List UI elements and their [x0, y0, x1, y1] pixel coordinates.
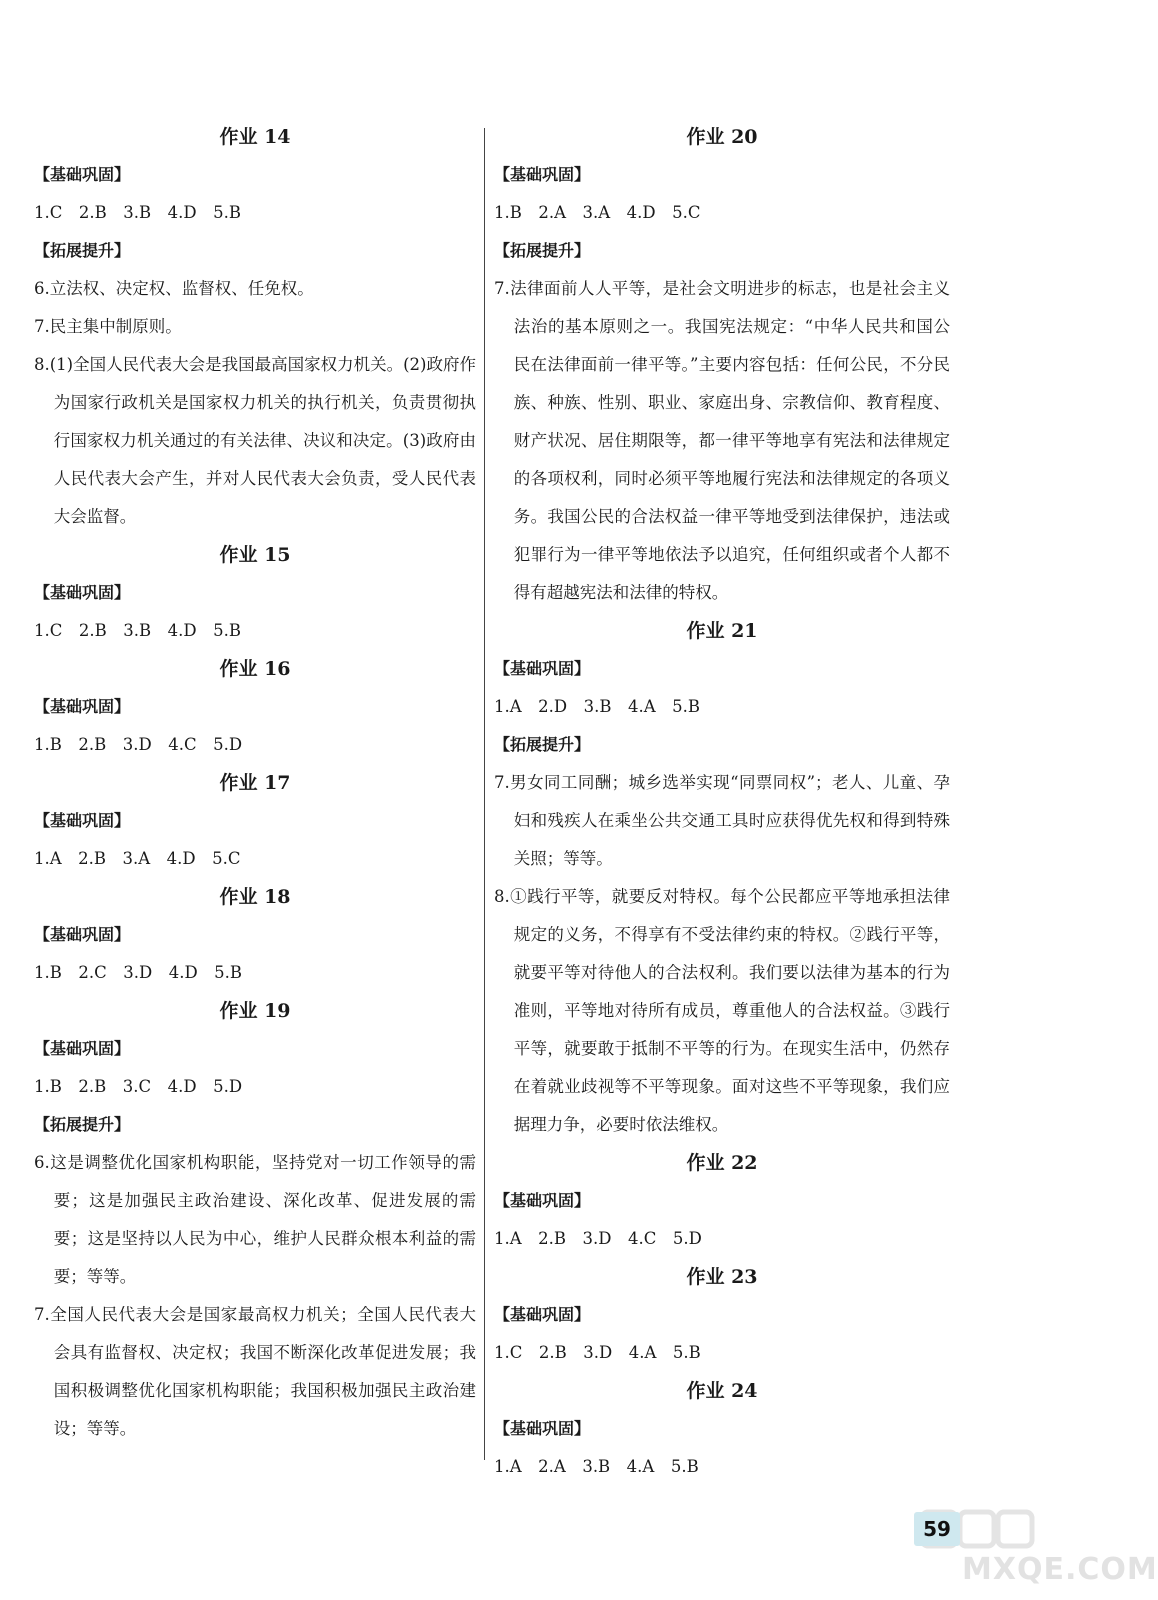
page-number: 59 [914, 1512, 960, 1546]
answer-item: 6.这是调整优化国家机构职能，坚持党对一切工作领导的需要；这是加强民主政治建设、深化改革、促进发展的需要；这是坚持以人民为中心，维护人民群众根本利益的需要；等等。 [34, 1153, 476, 1286]
answer-item: 7.全国人民代表大会是国家最高权力机关；全国人民代表大会具有监督权、决定权；我国不断深化改革促进发展；我国积极调整优化国家机构职能；我国积极加强民主政治建设；等等。 [34, 1305, 476, 1438]
homework-section [34, 650, 476, 764]
watermark-text: MXQE.COM [962, 1552, 1158, 1587]
homework-section [494, 1144, 950, 1258]
answer-line: 1.B 2.A 3.A 4.D 5.C [494, 203, 701, 222]
block-label: 【基础巩固】 [34, 811, 131, 830]
block-label: 【基础巩固】 [34, 697, 131, 716]
block-label: 【基础巩固】 [494, 659, 591, 678]
right-column [494, 118, 950, 1486]
homework-section [494, 1372, 950, 1486]
section-title: 作业 18 [219, 886, 291, 908]
block-label: 【基础巩固】 [34, 583, 131, 602]
block-label: 【拓展提升】 [34, 1115, 131, 1134]
section-title: 作业 23 [686, 1266, 758, 1288]
answer-item: 6.立法权、决定权、监督权、任免权。 [34, 279, 314, 298]
answer-line: 1.A 2.B 3.A 4.D 5.C [34, 849, 241, 868]
homework-section [494, 612, 950, 1144]
homework-section [494, 118, 950, 612]
answer-item: 7.法律面前人人平等，是社会文明进步的标志，也是社会主义法治的基本原则之一。我国宪法规定：“中华人民共和国公民在法律面前一律平等。”主要内容包括：任何公民，不分民族、种族、性别、职业、家庭出身、宗教信仰、教育程度、财产状况、居住期限等，都一律平等地享有宪法和法律规定的各项权利，同时必须平等地履行宪法和法律规定的各项义务。我国公民的合法权益一律平等地受到法律保护，违法或犯罪行为一律平等地依法予以追究，任何组织或者个人都不得有超越宪法和法律的特权。 [494, 279, 950, 602]
block-label: 【拓展提升】 [34, 241, 131, 260]
answer-item: 8.(1)全国人民代表大会是我国最高国家权力机关。(2)政府作为国家行政机关是国家权力机关的执行机关，负责贯彻执行国家权力机关通过的有关法律、决议和决定。(3)政府由人民代表大会产生，并对人民代表大会负责，受人民代表大会监督。 [34, 355, 476, 526]
column-divider [484, 128, 485, 1460]
answer-line: 1.A 2.B 3.D 4.C 5.D [494, 1229, 702, 1248]
homework-section [34, 764, 476, 878]
block-label: 【基础巩固】 [34, 165, 131, 184]
answer-line: 1.A 2.A 3.B 4.A 5.B [494, 1457, 699, 1476]
answer-line: 1.B 2.B 3.C 4.D 5.D [34, 1077, 243, 1096]
block-label: 【基础巩固】 [494, 1191, 591, 1210]
answer-item: 7.男女同工同酬；城乡选举实现“同票同权”；老人、儿童、孕妇和残疾人在乘坐公共交通工具时应获得优先权和得到特殊关照；等等。 [494, 773, 950, 868]
block-label: 【基础巩固】 [494, 1305, 591, 1324]
block-label: 【基础巩固】 [494, 1419, 591, 1438]
section-title: 作业 19 [219, 1000, 291, 1022]
block-label: 【基础巩固】 [494, 165, 591, 184]
homework-section [34, 878, 476, 992]
answer-line: 1.C 2.B 3.B 4.D 5.B [34, 203, 241, 222]
block-label: 【拓展提升】 [494, 735, 591, 754]
left-column [34, 118, 476, 1448]
answer-line: 1.B 2.B 3.D 4.C 5.D [34, 735, 243, 754]
answer-line: 1.C 2.B 3.B 4.D 5.B [34, 621, 241, 640]
answer-item: 8.①践行平等，就要反对特权。每个公民都应平等地承担法律规定的义务，不得享有不受法律约束的特权。②践行平等，就要平等对待他人的合法权利。我们要以法律为基本的行为准则，平等地对待所有成员，尊重他人的合法权益。③践行平等，就要敢于抵制不平等的行为。在现实生活中，仍然存在着就业歧视等不平等现象。面对这些不平等现象，我们应据理力争，必要时依法维权。 [494, 887, 950, 1134]
section-title: 作业 15 [219, 544, 291, 566]
homework-section [494, 1258, 950, 1372]
answer-line: 1.C 2.B 3.D 4.A 5.B [494, 1343, 701, 1362]
homework-section [34, 118, 476, 536]
section-title: 作业 20 [686, 126, 758, 148]
answer-item: 7.民主集中制原则。 [34, 317, 182, 336]
section-title: 作业 22 [686, 1152, 758, 1174]
answer-line: 1.B 2.C 3.D 4.D 5.B [34, 963, 243, 982]
section-title: 作业 24 [686, 1380, 758, 1402]
block-label: 【拓展提升】 [494, 241, 591, 260]
section-title: 作业 21 [686, 620, 758, 642]
section-title: 作业 14 [219, 126, 291, 148]
section-title: 作业 16 [219, 658, 291, 680]
block-label: 【基础巩固】 [34, 925, 131, 944]
block-label: 【基础巩固】 [34, 1039, 131, 1058]
homework-section [34, 536, 476, 650]
answer-line: 1.A 2.D 3.B 4.A 5.B [494, 697, 701, 716]
homework-section [34, 992, 476, 1448]
section-title: 作业 17 [219, 772, 291, 794]
